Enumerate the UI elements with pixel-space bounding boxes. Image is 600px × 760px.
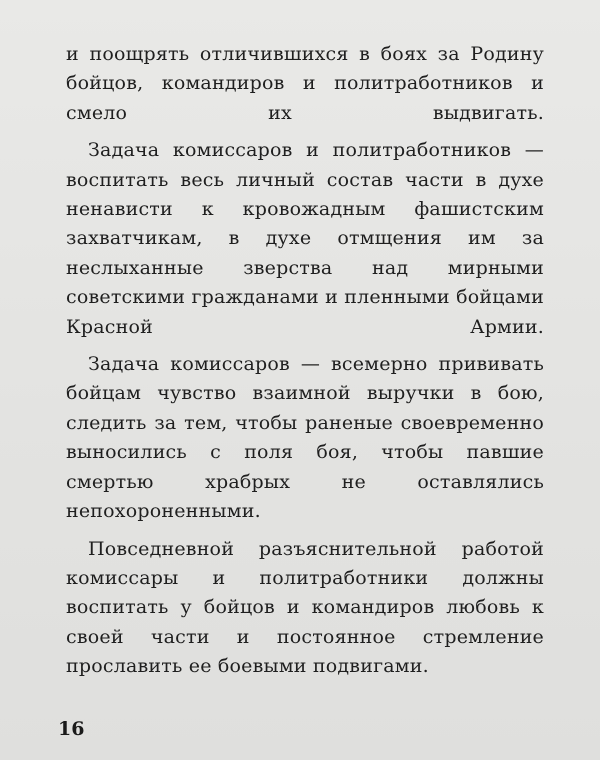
page-number: 16 xyxy=(58,718,85,740)
body-text xyxy=(66,40,544,690)
paragraph-continuation: и поощрять отличившихся в боях за Родину бойцов, командиров и политработников и смело их выдвигать. xyxy=(66,43,544,124)
paragraph-commissar-task-hatred: Задача комиссаров и политработников — воспитать весь личный состав части в духе ненависти к кровожадным фашистским захватчикам, в духе отмщения им за неслыханные зверства над мирными советскими гражданами и пленными бойцами Красной Армии. xyxy=(66,139,544,338)
paragraph-daily-work: Повседневной разъяснительной работой комиссары и политработники должны воспитать у бойцов и командиров любовь к своей части и постоянное стремление прославить ее боевыми подвигами. xyxy=(66,537,544,678)
paragraph-commissar-task-mutual-aid: Задача комиссаров — всемерно прививать бойцам чувство взаимной выручки в бою, следить за тем, чтобы раненые своевременно выносились с поля боя, чтобы павшие смертью храбрых не оставлялись непохороненными. xyxy=(66,353,544,523)
